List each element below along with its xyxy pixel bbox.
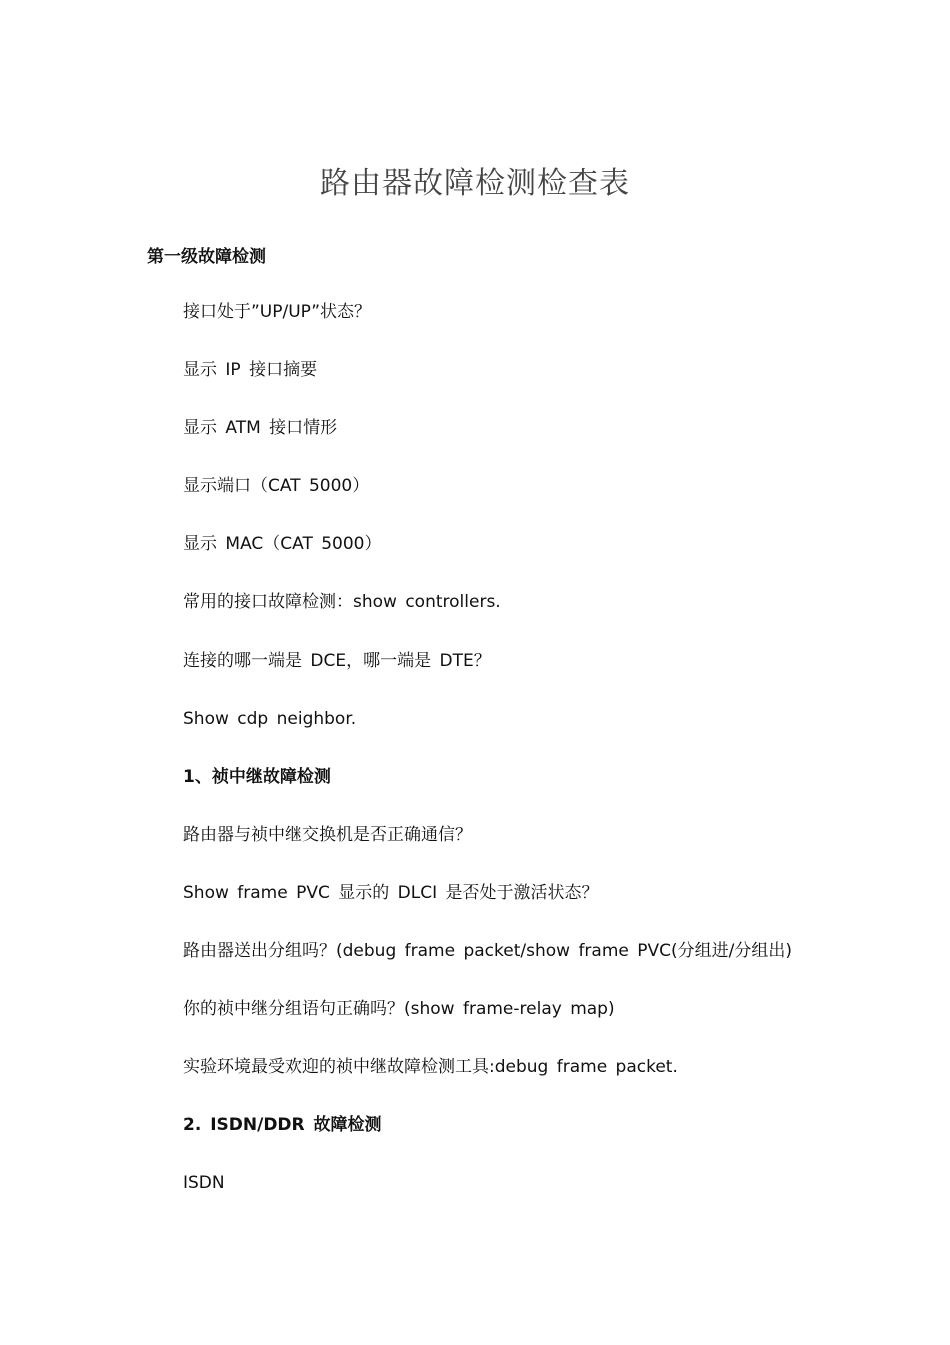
section-heading: 第一级故障检测 xyxy=(147,247,266,267)
checklist-line: 常用的接口故障检测：show controllers. xyxy=(183,592,501,613)
checklist-line: 显示 ATM 接口情形 xyxy=(183,418,338,439)
checklist-line: 接口处于”UP/UP”状态？ xyxy=(183,302,372,322)
checklist-line: 路由器送出分组吗？(debug frame packet/show frame PVC(分组进/分组出) xyxy=(183,941,792,962)
checklist-line: 你的祯中继分组语句正确吗？(show frame-relay map) xyxy=(183,999,615,1020)
checklist-line: 显示 MAC（CAT 5000） xyxy=(183,534,382,555)
checklist-line: 连接的哪一端是 DCE，哪一端是 DTE？ xyxy=(183,650,491,671)
checklist-line: 显示端口（CAT 5000） xyxy=(183,476,370,497)
checklist-line: Show cdp neighbor. xyxy=(183,708,357,729)
checklist-line: Show frame PVC 显示的 DLCI 是否处于激活状态？ xyxy=(183,882,599,903)
checklist-line: ISDN xyxy=(183,1173,225,1194)
subsection-heading-frame-relay: 1、祯中继故障检测 xyxy=(183,766,331,787)
checklist-line: 路由器与祯中继交换机是否正确通信？ xyxy=(183,824,472,845)
subsection-heading-isdn-ddr: 2. ISDN/DDR 故障检测 xyxy=(183,1115,382,1136)
checklist-line: 实验环境最受欢迎的祯中继故障检测工具:debug frame packet. xyxy=(183,1057,678,1078)
checklist-line: 显示 IP 接口摘要 xyxy=(183,360,318,381)
checklist-lines xyxy=(183,300,792,1230)
page-title: 路由器故障检测检查表 xyxy=(320,166,630,201)
